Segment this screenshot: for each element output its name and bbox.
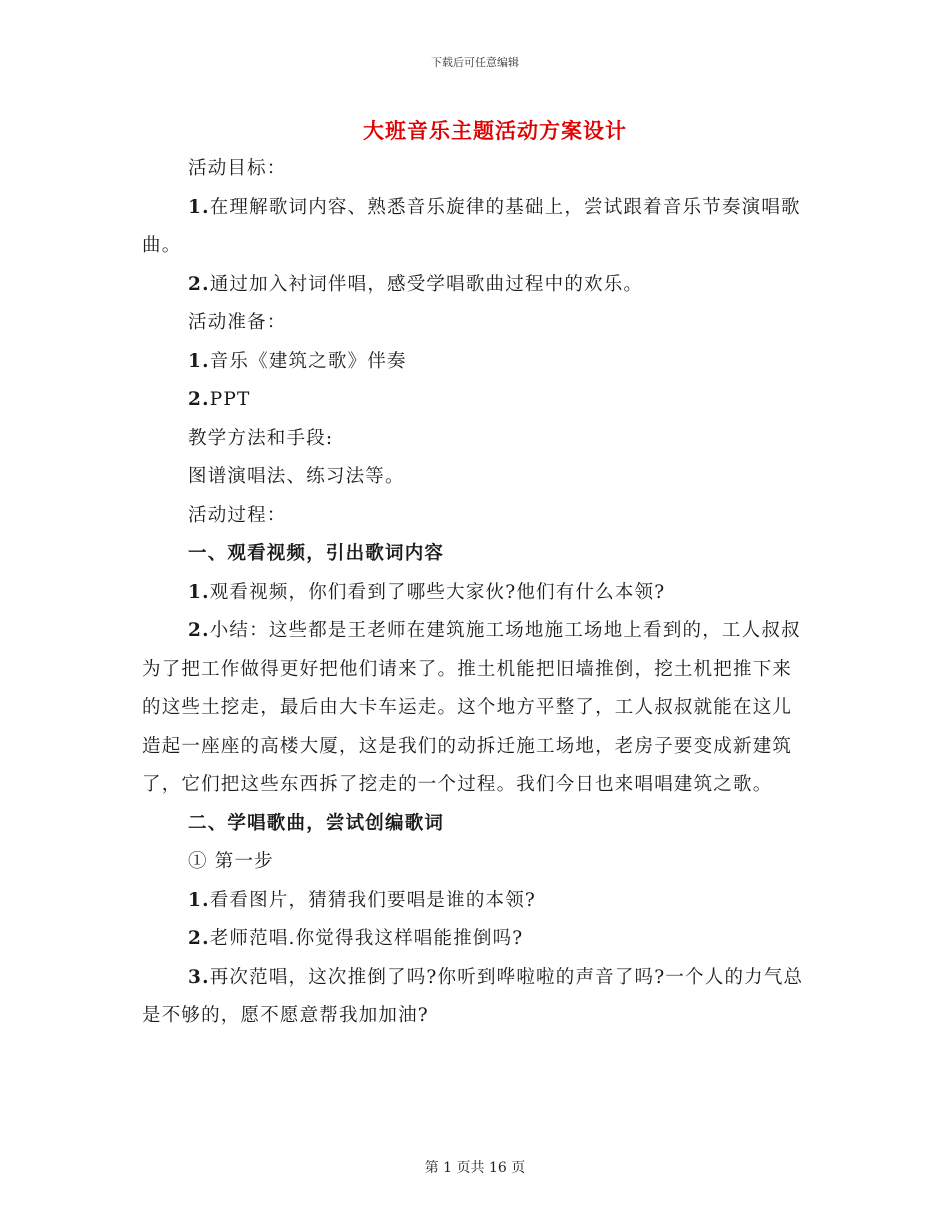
- section-1-item-1-number: 1.: [188, 581, 210, 603]
- document-title: 大班音乐主题活动方案设计: [363, 118, 627, 143]
- goal-item-2-text: 通过加入衬词伴唱，感受学唱歌曲过程中的欢乐。: [209, 273, 644, 295]
- prep-item-1-text: 音乐《建筑之歌》伴奏: [209, 350, 407, 372]
- section-2-item-1: [142, 882, 807, 921]
- section-2-item-1-text: 看看图片，猜猜我们要唱是谁的本领?: [209, 889, 537, 911]
- prep-item-2: [142, 381, 807, 420]
- section-1-item-1: [142, 574, 807, 613]
- goal-item-1-number: 1.: [188, 196, 210, 218]
- prep-item-2-number: 2.: [188, 389, 210, 410]
- process-label: 活动过程：: [188, 504, 287, 526]
- section-1-item-2: [142, 612, 807, 805]
- section-1-heading: 一、观看视频，引出歌词内容: [188, 543, 445, 564]
- goal-item-1: [142, 189, 807, 266]
- section-2-item-3-number: 3.: [188, 966, 210, 988]
- section-2-item-3: [142, 959, 807, 1036]
- section-2-item-3-text: 再次范唱，这次推倒了吗?你听到哗啦啦的声音了吗?一个人的力气总是不够的，愿不愿意帮我加加油?: [142, 966, 804, 1026]
- document-body: [142, 150, 807, 1036]
- section-2-item-2-number: 2.: [188, 928, 210, 949]
- goal-item-2-number: 2.: [188, 273, 210, 295]
- prep-item-1: [142, 343, 807, 382]
- prep-item-2-text: PPT: [209, 389, 251, 410]
- page-footer: 第 1 页共 16 页: [424, 1160, 526, 1176]
- goal-label: 活动目标：: [188, 158, 287, 179]
- section-2-item-2-text: 老师范唱.你觉得我这样唱能推倒吗?: [209, 928, 524, 949]
- prep-item-1-number: 1.: [188, 350, 210, 372]
- method-text: 图谱演唱法、练习法等。: [188, 466, 405, 487]
- goal-item-1-text: 在理解歌词内容、熟悉音乐旋律的基础上，尝试跟着音乐节奏演唱歌曲。: [142, 196, 801, 256]
- prep-label: 活动准备：: [188, 312, 287, 333]
- section-2-heading: 二、学唱歌曲，尝试创编歌词: [188, 812, 445, 834]
- page-header: 下载后可任意编辑: [431, 56, 519, 69]
- step-label: ① 第一步: [188, 851, 274, 872]
- section-2-item-2: [142, 920, 807, 959]
- section-2-item-1-number: 1.: [188, 889, 210, 911]
- section-1-item-2-text: 小结：这些都是王老师在建筑施工场地施工场地上看到的，工人叔叔为了把工作做得更好把他们请来了。推土机能把旧墙推倒，挖土机把推下来的这些土挖走，最后由大卡车运走。这个地方平整了，工人叔叔就能在这儿造起一座座的高楼大厦，这是我们的动拆迁施工场地，老房子要变成新建筑了，它们把这些东西拆了挖走的一个过程。我们今日也来唱唱建筑之歌。: [142, 620, 801, 795]
- method-label: 教学方法和手段:: [188, 427, 334, 449]
- goal-item-2: [142, 266, 807, 305]
- section-1-item-2-number: 2.: [188, 620, 210, 641]
- section-1-item-1-text: 观看视频，你们看到了哪些大家伙?他们有什么本领?: [209, 581, 666, 603]
